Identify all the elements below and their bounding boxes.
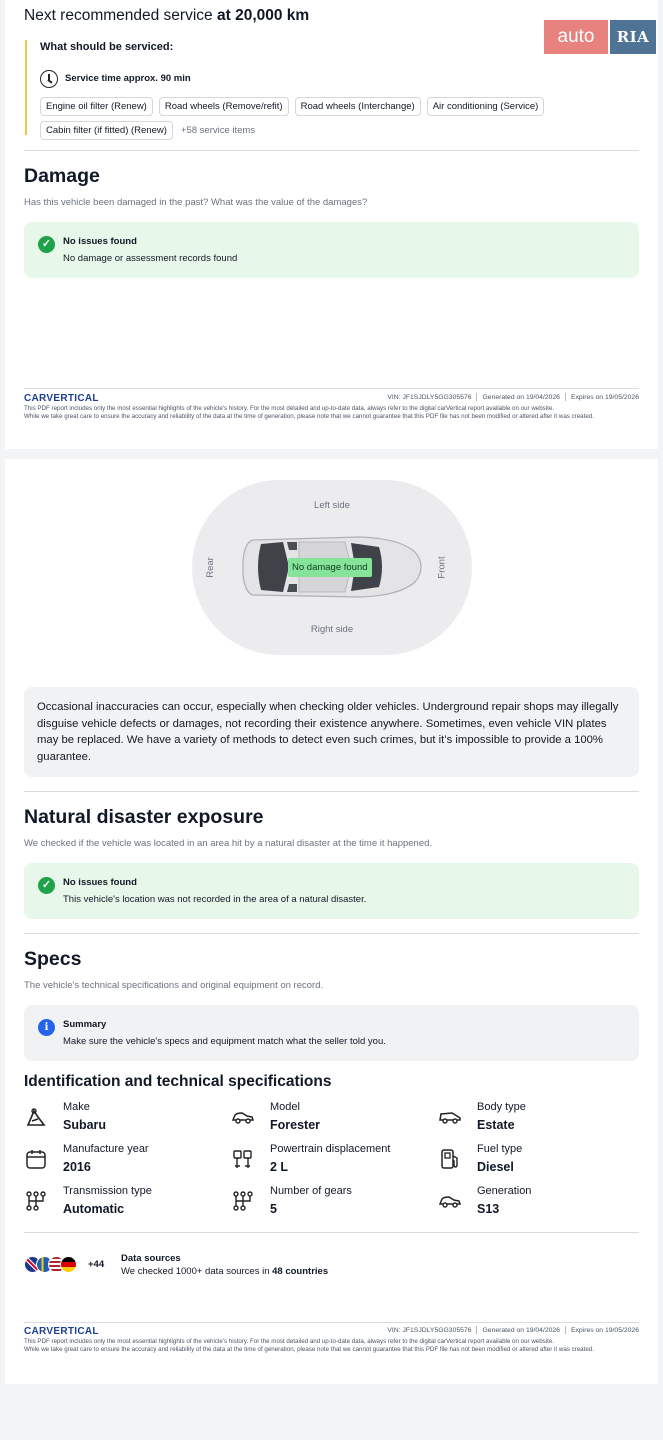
- info-icon: i: [38, 1019, 55, 1036]
- spec-label: Number of gears: [270, 1185, 352, 1197]
- front-label: Front: [436, 556, 448, 579]
- carvertical-logo: CARVERTICAL: [24, 393, 99, 404]
- disaster-status-text: This vehicle's location was not recorded in the area of a natural disaster.: [63, 894, 367, 905]
- spec-label: Fuel type: [477, 1143, 523, 1155]
- spec-label: Transmission type: [63, 1185, 152, 1197]
- footer-disclaimer-line: While we take great care to ensure the accuracy and reliability of the data at the time of generation, please note that we cannot guarantee that this PDF file has not been modified or altered after it was created.: [24, 1345, 594, 1353]
- damage-title: Damage: [24, 165, 100, 187]
- damage-status-text: No damage or assessment records found: [63, 253, 238, 264]
- footer-divider: [24, 1322, 639, 1323]
- spec-label: Manufacture year: [63, 1143, 149, 1155]
- more-service-items[interactable]: +58 service items: [180, 125, 256, 136]
- car-icon: [231, 1105, 255, 1129]
- spec-value: Forester: [270, 1118, 321, 1132]
- summary-text: Make sure the vehicle's specs and equipment match what the seller told you.: [63, 1036, 386, 1047]
- data-sources-countries: 48 countries: [272, 1266, 329, 1277]
- spec-label: Powertrain displacement: [270, 1143, 391, 1155]
- divider: [24, 933, 639, 934]
- data-sources-title: Data sources: [121, 1253, 181, 1264]
- disaster-status-title: No issues found: [63, 877, 137, 888]
- footer-vin: VIN: JF1SJDLY5GG305576: [387, 1326, 472, 1334]
- spec-label: Generation: [477, 1185, 532, 1197]
- disaster-title: Natural disaster exposure: [24, 806, 264, 828]
- right-side-label: Right side: [310, 624, 354, 635]
- spec-value: S13: [477, 1202, 500, 1216]
- footer-vin: VIN: JF1SJDLY5GG305576: [387, 393, 472, 401]
- service-item-chip: Road wheels (Remove/refit): [159, 97, 289, 116]
- car-icon: [438, 1189, 462, 1213]
- spec-value: 5: [270, 1202, 277, 1216]
- car-damage-map: [192, 480, 472, 655]
- service-item-chip: Air conditioning (Service): [427, 97, 545, 116]
- divider: [24, 791, 639, 792]
- identification-title: Identification and technical specifications: [24, 1073, 332, 1090]
- spec-label: Body type: [477, 1101, 526, 1113]
- check-icon: ✓: [38, 236, 55, 253]
- footer-generated: Generated on 19/04/2026: [482, 1326, 560, 1334]
- extra-countries-count: +44: [88, 1259, 105, 1270]
- clock-icon: [40, 70, 58, 88]
- damage-status-box: [24, 222, 639, 278]
- make-icon: [24, 1105, 48, 1129]
- footer-meta: [387, 393, 639, 401]
- gearbox-icon: [231, 1189, 255, 1213]
- country-flags: [24, 1256, 90, 1274]
- divider: [24, 1232, 639, 1233]
- autoria-logo-ria: [610, 20, 656, 54]
- disaster-subtitle: We checked if the vehicle was located in an area hit by a natural disaster at the time it happened.: [24, 838, 433, 849]
- service-item-list: [40, 97, 620, 140]
- spec-value: Diesel: [477, 1160, 514, 1174]
- footer-disclaimer-line: This PDF report includes only the most essential highlights of the vehicle's history. For the most detailed and up-to-date data, always refer to the digital carVertical report available on our website.: [24, 405, 555, 412]
- footer-divider: [24, 388, 639, 389]
- gearbox-icon: [24, 1189, 48, 1213]
- spec-label: Model: [270, 1101, 300, 1113]
- specs-subtitle: The vehicle's technical specifications and original equipment on record.: [24, 980, 324, 991]
- spec-value: Automatic: [63, 1202, 125, 1216]
- service-time: Service time approx. 90 min: [65, 73, 191, 84]
- autoria-logo: [544, 20, 656, 54]
- autoria-logo-ria-text: RIA: [616, 28, 650, 46]
- footer-disclaimer: [24, 405, 639, 420]
- engine-icon: [231, 1147, 255, 1171]
- carvertical-logo: CARVERTICAL: [24, 1326, 99, 1337]
- spec-value: Subaru: [63, 1118, 107, 1132]
- autoria-logo-auto: auto: [544, 20, 608, 54]
- footer-disclaimer-line: While we take great care to ensure the accuracy and reliability of the data at the time of generation, please note that we cannot guarantee that this PDF file has not been modified or altered after it was created.: [24, 412, 594, 420]
- service-item-chip: Cabin filter (if fitted) (Renew): [40, 121, 173, 140]
- disaster-status-box: [24, 863, 639, 919]
- summary-title: Summary: [63, 1019, 107, 1030]
- specs-title: Specs: [24, 948, 82, 970]
- spec-value: 2 L: [270, 1160, 289, 1174]
- service-block-title: What should be serviced:: [40, 41, 174, 53]
- data-sources-prefix: We checked 1000+ data sources in: [121, 1266, 270, 1277]
- service-item-chip: Road wheels (Interchange): [295, 97, 421, 116]
- footer-disclaimer: [24, 1338, 639, 1353]
- spec-value: Estate: [477, 1118, 515, 1132]
- divider: [24, 150, 639, 151]
- data-sources-text: [121, 1266, 328, 1277]
- no-damage-badge: No damage found: [288, 558, 372, 577]
- check-icon: ✓: [38, 877, 55, 894]
- service-block: [25, 40, 625, 135]
- fuel-icon: [438, 1147, 462, 1171]
- calendar-icon: [24, 1147, 48, 1171]
- spec-value: 2016: [63, 1160, 91, 1174]
- footer-expires: Expires on 19/05/2026: [570, 393, 639, 401]
- report-page-1: [5, 0, 658, 449]
- footer-expires: Expires on 19/05/2026: [570, 1326, 639, 1334]
- footer-meta: [387, 1326, 639, 1334]
- next-service-heading: Next recommended service at 20,000 km: [24, 7, 310, 24]
- summary-box: [24, 1005, 639, 1061]
- left-side-label: Left side: [314, 500, 350, 511]
- damage-subtitle: Has this vehicle been damaged in the past? What was the value of the damages?: [24, 197, 368, 208]
- damage-status-title: No issues found: [63, 236, 137, 247]
- notice-box: [24, 687, 639, 777]
- footer-generated: Generated on 19/04/2026: [482, 393, 560, 401]
- report-page-2: [5, 459, 658, 1384]
- spec-label: Make: [63, 1101, 90, 1113]
- germany-flag-icon: [60, 1256, 77, 1273]
- service-item-chip: Engine oil filter (Renew): [40, 97, 153, 116]
- footer-disclaimer-line: This PDF report includes only the most essential highlights of the vehicle's history. For the most detailed and up-to-date data, always refer to the digital carVertical report available on our website.: [24, 1338, 555, 1345]
- rear-label: Rear: [204, 557, 216, 578]
- notice-text: Occasional inaccuracies can occur, especially when checking older vehicles. Underground repair shops may illegally disguise vehicle defects or damages, not recording their existence anywhere. Sometimes, even vehicle VIN plates may be replaced. We have a variety of methods to detect even such crimes, but it’s impossible to provide a 100% guarantee.: [37, 701, 619, 763]
- car-icon: [438, 1105, 462, 1129]
